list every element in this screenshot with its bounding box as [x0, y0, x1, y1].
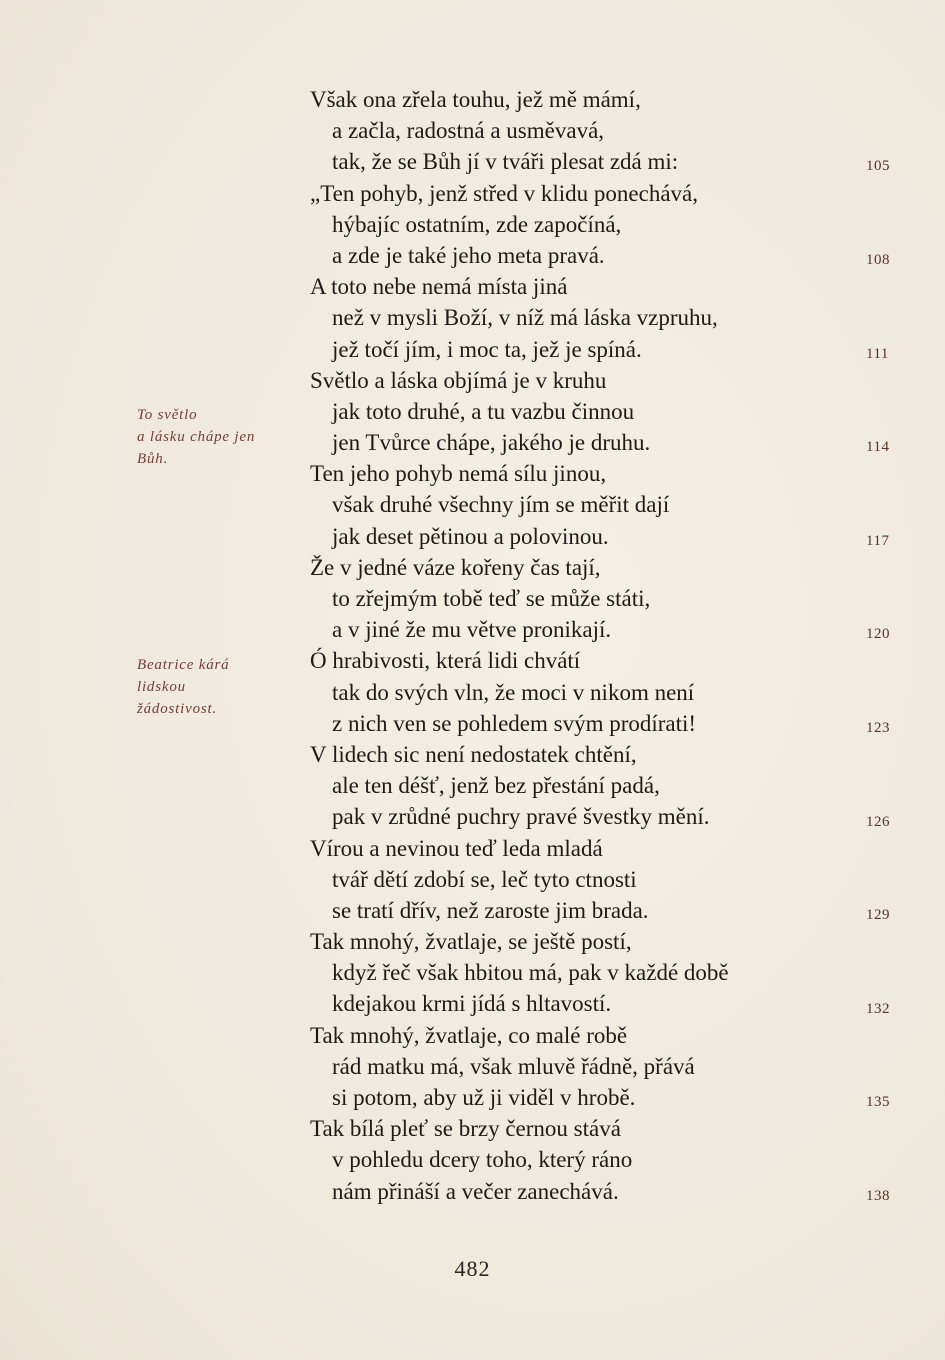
- verse-line: nám přináší a večer zanechává.: [332, 1178, 619, 1204]
- marginal-note-line: To světlo: [137, 407, 198, 423]
- verse-line: Že v jedné váze kořeny čas tají,: [310, 554, 601, 580]
- line-number: 105: [866, 158, 890, 175]
- page-number: 482: [454, 1256, 491, 1281]
- verse-line: „Ten pohyb, jenž střed v klidu ponechává,: [310, 180, 698, 206]
- verse-line: kdejakou krmi jídá s hltavostí.: [332, 991, 612, 1017]
- verse-line: Světlo a láska objímá je v kruhu: [310, 367, 607, 393]
- verse-line: a začla, radostná a usměvavá,: [332, 118, 605, 144]
- verse-line: Vírou a nevinou teď leda mladá: [310, 835, 603, 861]
- verse-line: než v mysli Boží, v níž má láska vzpruhu,: [332, 305, 718, 331]
- verse-line: A toto nebe nemá místa jiná: [310, 274, 568, 300]
- line-number: 123: [866, 720, 890, 736]
- verse-line: když řeč však hbitou má, pak v každé době: [332, 960, 729, 986]
- verse-line: v pohledu dcery toho, který ráno: [332, 1147, 633, 1173]
- marginal-note-2: [137, 654, 287, 720]
- verse-line: pak v zrůdné puchry pravé švestky mění.: [332, 804, 710, 830]
- verse-line: si potom, aby už ji viděl v hrobě.: [332, 1085, 636, 1110]
- verse-line: jež točí jím, i moc ta, jež je spíná.: [332, 336, 642, 362]
- verse-line: Tak mnohý, žvatlaje, se ještě postí,: [310, 929, 632, 955]
- line-number: 132: [866, 1000, 890, 1017]
- line-number: 114: [866, 439, 890, 456]
- verse-line: ale ten déšť, jenž bez přestání padá,: [332, 773, 660, 799]
- line-number: 126: [866, 813, 890, 830]
- poem-text: [310, 84, 830, 1207]
- verse-line: se tratí dřív, než zaroste jim brada.: [332, 897, 649, 923]
- verse-line: však druhé všechny jím se měřit dají: [332, 492, 670, 518]
- verse-line: tak, že se Bůh jí v tváři plesat zdá mi:: [332, 149, 679, 175]
- marginal-note-1: [137, 404, 287, 470]
- marginal-note-line: Beatrice kárá: [137, 657, 230, 673]
- verse-line: Tak bílá pleť se brzy černou stává: [310, 1116, 621, 1142]
- verse-line: jak toto druhé, a tu vazbu činnou: [332, 398, 635, 424]
- line-number: 129: [866, 907, 890, 924]
- marginal-note-line: žádostivost.: [137, 701, 218, 717]
- marginal-note-line: a lásku chápe jen: [137, 429, 256, 445]
- line-number: 108: [866, 252, 890, 268]
- line-number: 138: [866, 1188, 890, 1204]
- verse-line: Však ona zřela touhu, jež mě mámí,: [310, 87, 641, 112]
- verse-line: hýbajíc ostatním, zde započíná,: [332, 211, 622, 237]
- verse-line: Ten jeho pohyb nemá sílu jinou,: [310, 461, 607, 487]
- line-number: 117: [866, 532, 890, 549]
- verse-line: a v jiné že mu větve pronikají.: [332, 617, 612, 643]
- line-number: 120: [866, 626, 890, 643]
- line-number: 135: [866, 1094, 890, 1111]
- verse-line: jak deset pětinou a polovinou.: [332, 523, 609, 549]
- verse-line: z nich ven se pohledem svým prodírati!: [332, 710, 697, 736]
- verse-line: to zřejmým tobě teď se může státi,: [332, 586, 651, 611]
- verse-line: Tak mnohý, žvatlaje, co malé robě: [310, 1022, 628, 1048]
- verse-line: tak do svých vln, že moci v nikom není: [332, 679, 695, 705]
- verse-line: rád matku má, však mluvě řádně, přává: [332, 1053, 695, 1079]
- marginal-note-line: lidskou: [137, 679, 186, 695]
- marginal-note-line: Bůh.: [137, 451, 169, 467]
- verse-line: a zde je také jeho meta pravá.: [332, 242, 605, 268]
- verse-line: V lidech sic není nedostatek chtění,: [310, 741, 637, 767]
- verse-line: jen Tvůrce chápe, jakého je druhu.: [332, 430, 651, 456]
- line-number: 111: [866, 345, 889, 362]
- verse-line: tvář dětí zdobí se, leč tyto ctnosti: [332, 866, 637, 892]
- verse-line: Ó hrabivosti, která lidi chvátí: [310, 648, 581, 674]
